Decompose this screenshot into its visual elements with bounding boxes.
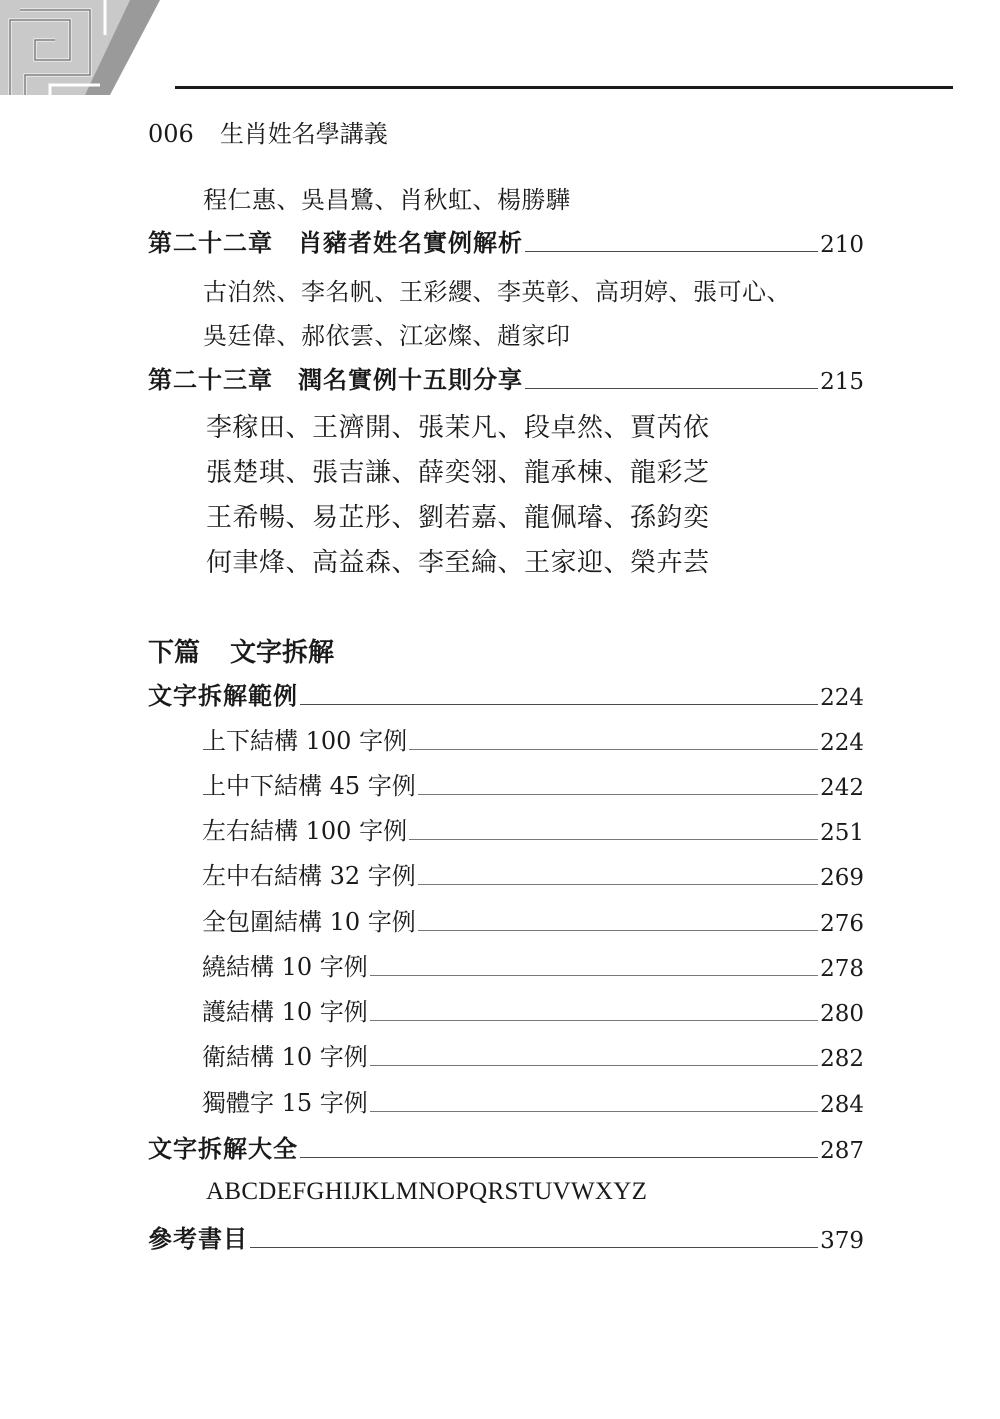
toc-sub-entry[interactable] [202,767,864,801]
dot-leader [525,388,818,389]
toc-entry-label: 衛結構 10 字例 [202,1043,368,1071]
dot-leader [370,975,818,976]
toc-entry-label: 第二十三章 潤名實例十五則分享 [148,365,523,394]
toc-entry-label: 繞結構 10 字例 [202,953,368,981]
toc-sub-entry[interactable] [202,993,864,1027]
toc-sub-entry[interactable] [202,1038,864,1072]
toc-sub-entry[interactable] [202,722,864,756]
toc-sub-entry[interactable] [202,948,864,982]
dot-leader [418,930,818,931]
toc-sub-entry[interactable] [202,857,864,891]
toc-entry-label: 左右結構 100 字例 [202,817,408,845]
toc-entry-label: 上下結構 100 字例 [202,727,408,755]
toc-sub-entry[interactable] [202,903,864,937]
toc-page-number: 269 [820,865,864,891]
toc-page-number: 224 [820,730,864,756]
toc-entry-references[interactable] [148,1220,864,1254]
header-rule [175,86,953,89]
toc-page-number: 379 [820,1228,864,1254]
toc-page-number: 282 [820,1046,864,1072]
dot-leader [300,1157,818,1158]
toc-entry-chapter-22[interactable] [148,224,864,258]
book-title: 生肖姓名學講義 [219,120,388,148]
dot-leader [370,1111,818,1112]
toc-sub-entry[interactable] [202,812,864,846]
toc-sub-entry[interactable] [202,1084,864,1118]
dot-leader [250,1247,818,1248]
toc-page-number: 287 [820,1138,864,1164]
dot-leader [409,839,818,840]
name-list-line: 張楚琪、張吉謙、薛奕翎、龍承棟、龍彩芝 [206,458,710,488]
toc-entry-label: 上中下結構 45 字例 [202,772,416,800]
name-list-line: 古泊然、李名帆、王彩纓、李英彰、高玥婷、張可心、 [203,278,791,306]
toc-page-number: 251 [820,820,864,846]
dot-leader [300,704,818,705]
toc-entry-label: 參考書目 [148,1224,248,1253]
toc-page-number: 242 [820,775,864,801]
name-list-line: 何聿烽、高益森、李至綸、王家迎、榮卉芸 [206,548,710,578]
toc-page-number: 278 [820,956,864,982]
toc-page-number: 284 [820,1092,864,1118]
toc-entry-label: 第二十二章 肖豬者姓名實例解析 [148,228,523,257]
toc-entry-encyclopedia[interactable] [148,1130,864,1164]
dot-leader [370,1020,818,1021]
part-name: 下篇 [148,638,201,668]
part-title [148,632,334,669]
page-number: 006 [148,120,194,148]
toc-entry-label: 護結構 10 字例 [202,998,368,1026]
toc-entry-label: 獨體字 15 字例 [202,1089,368,1117]
toc-page-number: 215 [820,369,864,395]
toc-entry-label: 左中右結構 32 字例 [202,862,416,890]
toc-entry-chapter-23[interactable] [148,361,864,395]
toc-entry-label: 文字拆解大全 [148,1134,298,1163]
toc-page-number: 224 [820,685,864,711]
name-list-line: 程仁惠、吳昌鷺、肖秋虹、楊勝驊 [203,186,571,214]
toc-entry-label: 文字拆解範例 [148,681,298,710]
dot-leader [418,794,818,795]
name-list-line: 吳廷偉、郝依雲、江宓燦、趙家印 [203,322,571,350]
toc-page-number: 276 [820,911,864,937]
toc-page-number: 280 [820,1001,864,1027]
part-subtitle: 文字拆解 [230,638,335,668]
dot-leader [409,749,818,750]
dot-leader [525,251,818,252]
toc-entry-label: 全包圍結構 10 字例 [202,908,416,936]
running-head [148,114,388,149]
alphabet-index: ABCDEFGHIJKLMNOPQRSTUVWXYZ [206,1178,648,1205]
dot-leader [418,884,818,885]
dot-leader [370,1065,818,1066]
name-list-line: 王希暢、易芷彤、劉若嘉、龍佩璿、孫鈞奕 [206,503,710,533]
toc-entry-examples[interactable] [148,677,864,711]
corner-lattice-ornament [0,0,160,95]
toc-page-number: 210 [820,232,864,258]
name-list-line: 李稼田、王濟開、張茉凡、段卓然、賈芮依 [206,413,710,443]
